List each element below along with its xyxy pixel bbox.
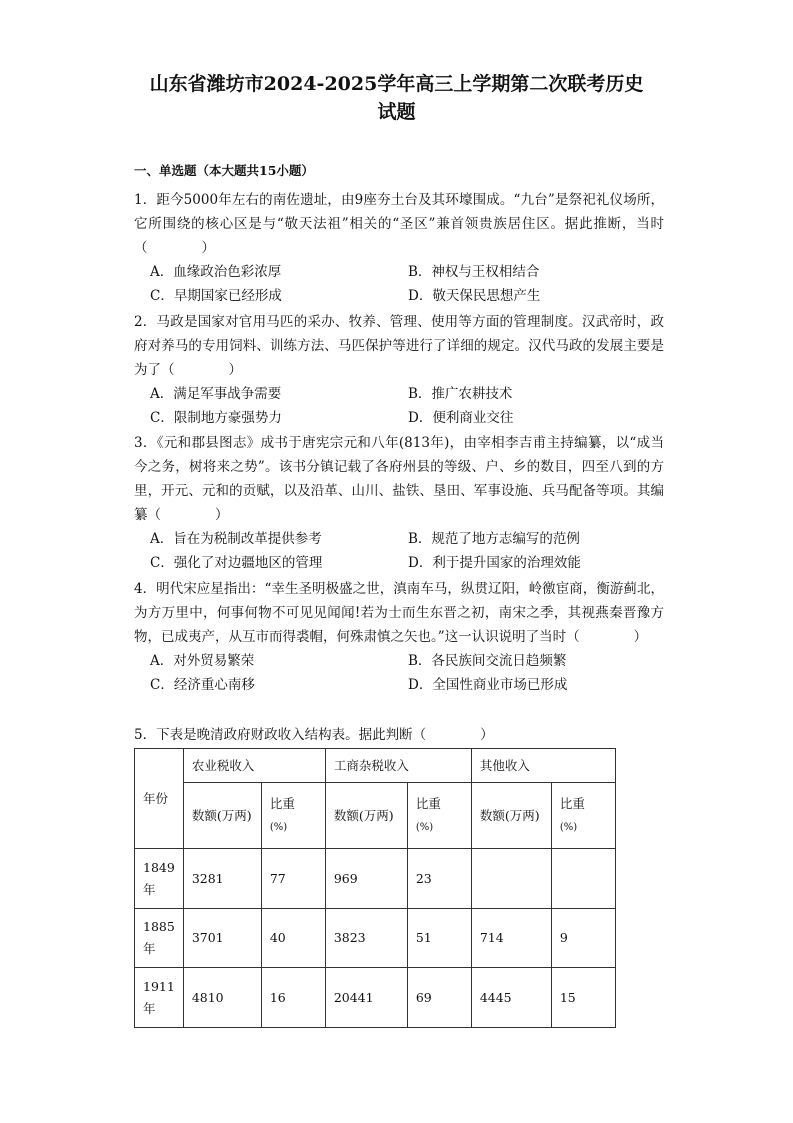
option-d: D．敬天保民思想产生 xyxy=(408,288,541,304)
question-1 xyxy=(134,188,664,308)
option-a: A．对外贸易繁荣 xyxy=(150,653,255,669)
group-header: 其他收入 xyxy=(471,749,615,783)
table-cell: 969 xyxy=(325,849,407,909)
option-a: A．旨在为税制改革提供参考 xyxy=(150,531,322,547)
table-cell: 3701 xyxy=(183,909,261,968)
option-d: D．便利商业交往 xyxy=(408,410,514,426)
option-b: B．神权与王权相结合 xyxy=(408,264,540,280)
question-stem: 1．距今5000年左右的南佐遗址，由9座夯土台及其环壕围成。“九台”是祭祀礼仪场所，它所围绕的核心区是与“敬天法祖”相关的“圣区”兼首领贵族居住区。据此推断，当时（ ） xyxy=(134,192,664,256)
year-cell: 1885年 xyxy=(135,909,184,968)
table-cell: 15 xyxy=(551,968,615,1028)
question-stem: 5．下表是晚清政府财政收入结构表。据此判断（ ） xyxy=(134,727,494,743)
document-title xyxy=(110,70,683,126)
table-row xyxy=(135,849,616,909)
table-cell: 4445 xyxy=(471,968,551,1028)
option-d: D．利于提升国家的治理效能 xyxy=(408,555,581,571)
question-2 xyxy=(134,310,664,430)
question-stem: 2．马政是国家对官用马匹的采办、牧养、管理、使用等方面的管理制度。汉武帝时，政府对养马的专用饲料、训练方法、马匹保护等进行了详细的规定。汉代马政的发展主要是为了（ ） xyxy=(134,314,664,378)
year-cell: 1849年 xyxy=(135,849,184,909)
option-b: B．推广农耕技术 xyxy=(408,386,513,402)
table-cell xyxy=(471,849,551,909)
section-heading: 一、单选题（本大题共15小题） xyxy=(134,163,314,178)
option-b: B．各民族间交流日趋频繁 xyxy=(408,653,567,669)
ratio-header: 比重 (%) xyxy=(407,783,471,849)
option-a: A．血缘政治色彩浓厚 xyxy=(150,264,282,280)
question-stem: 3．《元和郡县图志》成书于唐宪宗元和八年(813年)，由宰相李吉甫主持编纂，以“成当今之务，树将来之势”。该书分镇记载了各府州县的等级、户、乡的数目，四至八到的方里，开元、元和的贡赋，以及沿革、山川、盐铁、垦田、军事设施、兵马配备等项。其编纂（ ） xyxy=(134,435,664,523)
option-c: C．限制地方豪强势力 xyxy=(150,410,282,426)
question-5 xyxy=(134,723,664,747)
table-cell: 3823 xyxy=(325,909,407,968)
question-4 xyxy=(134,577,664,697)
amount-header: 数额(万两) xyxy=(183,783,261,849)
ratio-header: 比重 (%) xyxy=(551,783,615,849)
option-d: D．全国性商业市场已形成 xyxy=(408,677,568,693)
revenue-table xyxy=(134,748,616,1028)
question-stem: 4．明代宋应星指出：“幸生圣明极盛之世，滇南车马，纵贯辽阳，岭徼宦商，衡游蓟北，为方万里中，何事何物不可见见闻闻!若为士而生东晋之初，南宋之季，其视燕秦晋豫方物，已成夷产，从互市而得裘帽，何殊肃慎之矢也。”这一认识说明了当时（ ） xyxy=(134,581,664,645)
table-cell: 9 xyxy=(551,909,615,968)
table-cell: 16 xyxy=(261,968,325,1028)
table-cell: 69 xyxy=(407,968,471,1028)
table-cell: 51 xyxy=(407,909,471,968)
option-c: C．早期国家已经形成 xyxy=(150,288,282,304)
title-line-2: 试题 xyxy=(377,101,416,123)
table-cell: 23 xyxy=(407,849,471,909)
option-c: C．强化了对边疆地区的管理 xyxy=(150,555,323,571)
table-cell: 4810 xyxy=(183,968,261,1028)
option-a: A．满足军事战争需要 xyxy=(150,386,282,402)
question-3 xyxy=(134,431,664,575)
ratio-header: 比重 (%) xyxy=(261,783,325,849)
group-header: 农业税收入 xyxy=(183,749,325,783)
table-cell: 77 xyxy=(261,849,325,909)
table-row xyxy=(135,968,616,1028)
title-line-1: 山东省潍坊市2024-2025学年高三上学期第二次联考历史 xyxy=(149,73,644,95)
group-header: 工商杂税收入 xyxy=(325,749,471,783)
option-b: B．规范了地方志编写的范例 xyxy=(408,531,580,547)
table-cell xyxy=(551,849,615,909)
table-cell: 3281 xyxy=(183,849,261,909)
table-row xyxy=(135,909,616,968)
table-cell: 20441 xyxy=(325,968,407,1028)
year-header: 年份 xyxy=(135,749,184,849)
amount-header: 数额(万两) xyxy=(325,783,407,849)
option-c: C．经济重心南移 xyxy=(150,677,255,693)
year-cell: 1911年 xyxy=(135,968,184,1028)
amount-header: 数额(万两) xyxy=(471,783,551,849)
table-cell: 714 xyxy=(471,909,551,968)
table-cell: 40 xyxy=(261,909,325,968)
